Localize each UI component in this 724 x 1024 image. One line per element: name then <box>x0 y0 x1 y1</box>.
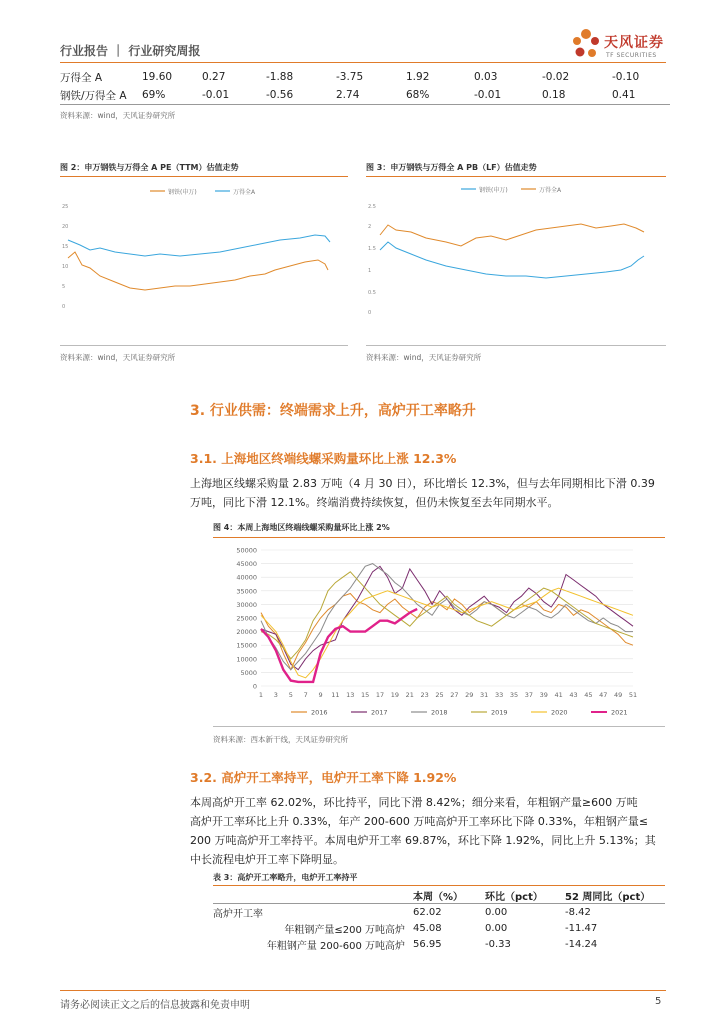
paragraph-line: 200 万吨高炉开工率持平。本周电炉开工率 69.87%，环比下降 1.92%，同比上升 5.13%；其 <box>190 834 656 847</box>
fig2-rule <box>60 176 348 177</box>
fig3-ytick: 2 <box>368 224 372 230</box>
table-cell: 19.60 <box>142 71 173 83</box>
legend-label-2019: 2019 <box>491 708 508 717</box>
x-tick-label: 1 <box>258 691 264 699</box>
fig4-rule <box>213 537 665 538</box>
y-tick-label: 0 <box>252 682 257 691</box>
y-tick-label: 50000 <box>236 546 257 555</box>
y-tick-label: 25000 <box>236 614 257 623</box>
valuation-table <box>60 68 670 104</box>
x-tick-label: 41 <box>554 691 563 699</box>
y-tick-label: 10000 <box>236 655 257 664</box>
legend-label-2017: 2017 <box>371 708 388 717</box>
fig3-ytick: 0.5 <box>368 290 376 296</box>
table-cell: -8.42 <box>565 906 591 918</box>
table-cell: 年粗钢产量 200-600 万吨高炉 <box>266 940 405 952</box>
table-header: 环比（pct） <box>485 887 565 904</box>
table-cell: -11.47 <box>565 922 598 934</box>
table-cell: -0.33 <box>485 938 511 950</box>
table-cell: 0.27 <box>202 71 226 83</box>
legend-label-2021: 2021 <box>611 708 628 717</box>
table-row <box>213 936 665 952</box>
footer-disclaimer: 请务必阅读正文之后的信息披露和免责申明 <box>60 1000 250 1011</box>
table-cell: -0.01 <box>202 89 230 101</box>
table-cell: -0.56 <box>266 89 294 101</box>
fig3-legend-2: 万得全A <box>539 187 562 194</box>
x-tick-label: 9 <box>318 691 323 699</box>
fig2-ytick: 15 <box>62 244 69 250</box>
fig2-legend-2: 万得全A <box>233 189 256 196</box>
fig3-ytick: 0 <box>368 310 372 316</box>
x-tick-label: 13 <box>346 691 355 699</box>
logo-text: 天风证券 <box>604 35 664 51</box>
table-cell: 68% <box>406 89 430 101</box>
fig3-bottom-rule <box>366 345 666 346</box>
series-line-2018 <box>261 564 633 670</box>
logo-subtext: TF SECURITIES <box>606 52 657 59</box>
fig3-ytick: 1.5 <box>368 246 376 252</box>
x-tick-label: 11 <box>331 691 340 699</box>
y-tick-label: 20000 <box>236 628 257 637</box>
footer-rule <box>60 990 666 991</box>
table-cell: 56.95 <box>413 938 442 950</box>
report-header-title: 行业报告 ｜ 行业研究周报 <box>60 44 201 58</box>
table-cell: -0.10 <box>612 71 640 83</box>
paragraph-line: 万吨，同比下滑 12.1%。终端消费持续恢复，但仍未恢复至去年同期水平。 <box>190 496 559 509</box>
y-tick-label: 15000 <box>236 641 257 650</box>
y-tick-label: 30000 <box>236 600 257 609</box>
fig4-source: 资料来源：西本新干线，天风证券研究所 <box>213 735 348 744</box>
fig4-title: 图 4：本周上海地区终端线螺采购量环比上涨 2% <box>213 523 390 532</box>
table-cell: 69% <box>142 89 166 101</box>
x-tick-label: 5 <box>288 691 293 699</box>
section-3-1-paragraph <box>190 474 666 512</box>
y-tick-label: 35000 <box>236 587 257 596</box>
table-row <box>60 68 670 86</box>
table-row <box>213 904 665 921</box>
table-header: 本周（%） <box>413 887 485 904</box>
y-tick-label: 40000 <box>236 573 257 582</box>
table-header-row <box>213 887 665 904</box>
fig2-ytick: 20 <box>62 224 69 230</box>
table-cell: 0.00 <box>485 922 508 934</box>
table-row <box>213 920 665 936</box>
table3-title: 表 3：高炉开工率略升，电炉开工率持平 <box>213 873 358 882</box>
table-cell: 高炉开工率 <box>213 908 263 920</box>
page-number: 5 <box>655 996 662 1007</box>
table-header <box>213 887 413 904</box>
fig3-legend-1: 钢铁(申万) <box>479 187 508 194</box>
table-cell: 0.41 <box>612 89 636 101</box>
table-cell: 0.18 <box>542 89 566 101</box>
table-header: 52 周同比（pct） <box>565 887 665 904</box>
table-bottom-rule <box>60 104 670 105</box>
section-3-1-heading: 3.1. 上海地区终端线螺采购量环比上涨 12.3% <box>190 451 457 466</box>
x-tick-label: 35 <box>509 691 519 699</box>
fig3-chart <box>366 180 666 345</box>
x-tick-label: 31 <box>480 691 489 699</box>
x-tick-label: 49 <box>613 691 623 699</box>
fig2-bottom-rule <box>60 345 348 346</box>
y-tick-label: 5000 <box>240 668 257 677</box>
table-cell: -3.75 <box>336 71 364 83</box>
fig2-chart <box>60 180 348 345</box>
paragraph-line: 高炉开工率环比上升 0.33%，年产 200-600 万吨高炉开工率环比下降 0.33%，年粗钢产量≤ <box>190 815 649 828</box>
x-tick-label: 17 <box>375 691 385 699</box>
fig2-legend-1: 钢铁(申万) <box>168 189 197 196</box>
x-tick-label: 23 <box>420 691 429 699</box>
x-tick-label: 27 <box>450 691 459 699</box>
table-cell: -0.02 <box>542 71 570 83</box>
fig2-ytick: 0 <box>62 304 66 310</box>
fig3-title: 图 3：申万钢铁与万得全 A PB（LF）估值走势 <box>366 163 537 172</box>
x-tick-label: 43 <box>569 691 578 699</box>
legend-label-2020: 2020 <box>551 708 568 717</box>
x-tick-label: 33 <box>494 691 504 699</box>
paragraph-line: 上海地区线螺采购量 2.83 万吨（4 月 30 日），环比增长 12.3%，但与去年同期相比下滑 0.39 <box>190 477 655 490</box>
legend-label-2016: 2016 <box>311 708 328 717</box>
header-rule <box>60 62 666 63</box>
x-tick-label: 7 <box>303 691 308 699</box>
table-cell: 2.74 <box>336 89 360 101</box>
legend-label-2018: 2018 <box>431 708 448 717</box>
fig2-xtick-labels <box>68 312 330 340</box>
x-tick-label: 39 <box>539 691 548 699</box>
series-line-2019 <box>261 572 633 659</box>
fig2-title: 图 2：申万钢铁与万得全 A PE（TTM）估值走势 <box>60 163 239 172</box>
fig3-ytick: 2.5 <box>368 204 376 210</box>
x-tick-label: 37 <box>524 691 533 699</box>
x-tick-label: 3 <box>273 691 278 699</box>
paragraph-line: 本周高炉开工率 62.02%，环比持平，同比下滑 8.42%；细分来看，年粗钢产量≥600 万吨 <box>190 796 638 809</box>
x-tick-label: 47 <box>599 691 608 699</box>
table-cell: -14.24 <box>565 938 598 950</box>
fig3-ytick: 1 <box>368 268 372 274</box>
table-cell: -0.01 <box>474 89 502 101</box>
x-tick-label: 51 <box>628 691 638 699</box>
x-tick-label: 19 <box>390 691 400 699</box>
table-cell: -1.88 <box>266 71 294 83</box>
y-tick-label: 45000 <box>236 560 257 569</box>
table-row <box>60 86 670 104</box>
fig2-source: 资料来源：wind，天风证券研究所 <box>60 353 176 362</box>
fig4-chart <box>213 540 665 722</box>
x-tick-label: 21 <box>405 691 414 699</box>
table-cell: 45.08 <box>413 922 442 934</box>
x-tick-label: 45 <box>584 691 593 699</box>
x-tick-label: 15 <box>361 691 370 699</box>
x-tick-label: 25 <box>435 691 444 699</box>
fig2-ytick: 10 <box>62 264 69 270</box>
table-cell: 年粗钢产量≤200 万吨高炉 <box>284 924 405 936</box>
table-cell: 0.03 <box>474 71 498 83</box>
fig3-rule <box>366 176 666 177</box>
fig2-ytick: 25 <box>62 204 69 210</box>
blast-furnace-table <box>213 887 665 952</box>
section-3-2-paragraph <box>190 793 666 869</box>
table-cell: 62.02 <box>413 906 442 918</box>
table3-rule <box>213 885 665 886</box>
x-tick-label: 29 <box>465 691 474 699</box>
section-3-heading: 3. 行业供需：终端需求上升，高炉开工率略升 <box>190 403 476 419</box>
table-cell: 1.92 <box>406 71 430 83</box>
table-cell: 0.00 <box>485 906 508 918</box>
row-label: 钢铁/万得全 A <box>60 89 127 102</box>
fig3-source: 资料来源：wind，天风证券研究所 <box>366 353 482 362</box>
table-source: 资料来源：wind，天风证券研究所 <box>60 111 176 120</box>
section-3-2-heading: 3.2. 高炉开工率持平，电炉开工率下降 1.92% <box>190 770 457 785</box>
fig4-bottom-rule <box>213 726 665 727</box>
paragraph-line: 中长流程电炉开工率下降明显。 <box>190 853 344 866</box>
tf-logo-icon <box>568 26 604 62</box>
row-label: 万得全 A <box>60 71 103 84</box>
fig2-ytick: 5 <box>62 284 66 290</box>
